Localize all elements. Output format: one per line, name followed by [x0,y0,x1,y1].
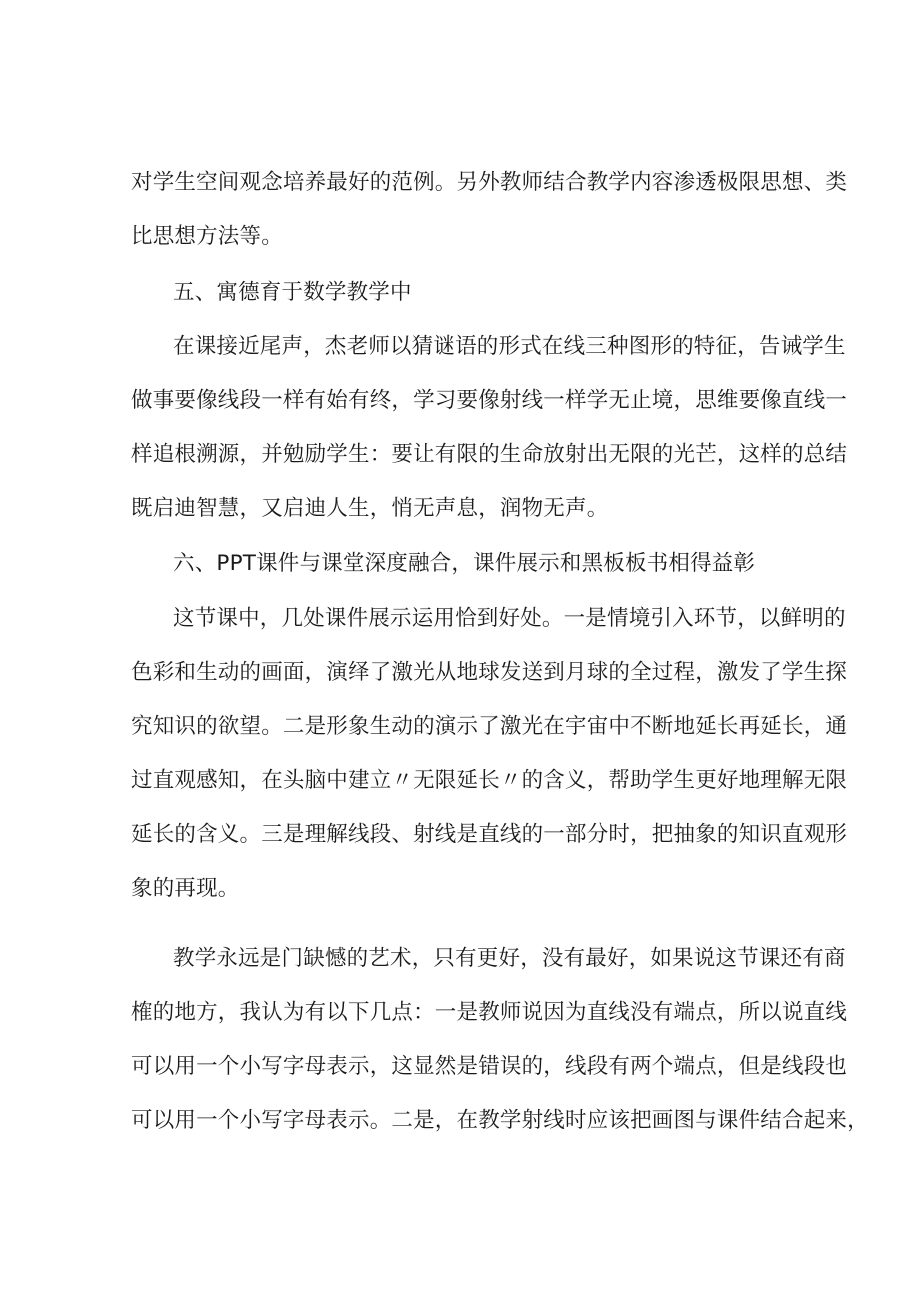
text-line: 榷的地方，我认为有以下几点：一是教师说因为直线没有端点，所以说直线 [131,1000,848,1025]
text-line: 对学生空间观念培养最好的范例。另外教师结合教学内容渗透极限思想、类 [131,170,848,195]
text-line: 样追根溯源，并勉励学生：要让有限的生命放射出无限的光芒，这样的总结 [131,442,848,467]
text-line: 象的再现。 [131,876,240,901]
text-line: 延长的含义。三是理解线段、射线是直线的一部分时，把抽象的知识直观形 [131,822,848,847]
text-line: 在课接近尾声，杰老师以猜谜语的形式在线三种图形的特征，告诫学生 [173,334,846,359]
text-line: 做事要像线段一样有始有终，学习要像射线一样学无止境，思维要像直线一 [131,388,848,413]
text-line: 这节课中，几处课件展示运用恰到好处。一是情境引入环节，以鲜明的 [173,606,846,631]
text-line: 比思想方法等。 [131,224,283,249]
text-line: 既启迪智慧，又启迪人生，悄无声息，润物无声。 [131,496,609,521]
text-line: 过直观感知，在头脑中建立〃无限延长〃的含义，帮助学生更好地理解无限 [131,768,848,793]
section-heading-5: 五、寓德育于数学教学中 [173,280,412,305]
text-line: 可以用一个小写字母表示。二是，在教学射线时应该把画图与课件结合起来， [131,1108,869,1133]
text-line: 教学永远是门缺憾的艺术，只有更好，没有最好，如果说这节课还有商 [173,946,846,971]
text-line: 可以用一个小写字母表示，这显然是错误的，线段有两个端点，但是线段也 [131,1054,848,1079]
text-line: 究知识的欲望。二是形象生动的演示了激光在宇宙中不断地延长再延长，通 [131,714,848,739]
section-heading-6: 六、PPT课件与课堂深度融合，课件展示和黑板板书相得益彰 [173,551,756,576]
text-line: 色彩和生动的画面，演绎了激光从地球发送到月球的全过程，激发了学生探 [131,660,848,685]
